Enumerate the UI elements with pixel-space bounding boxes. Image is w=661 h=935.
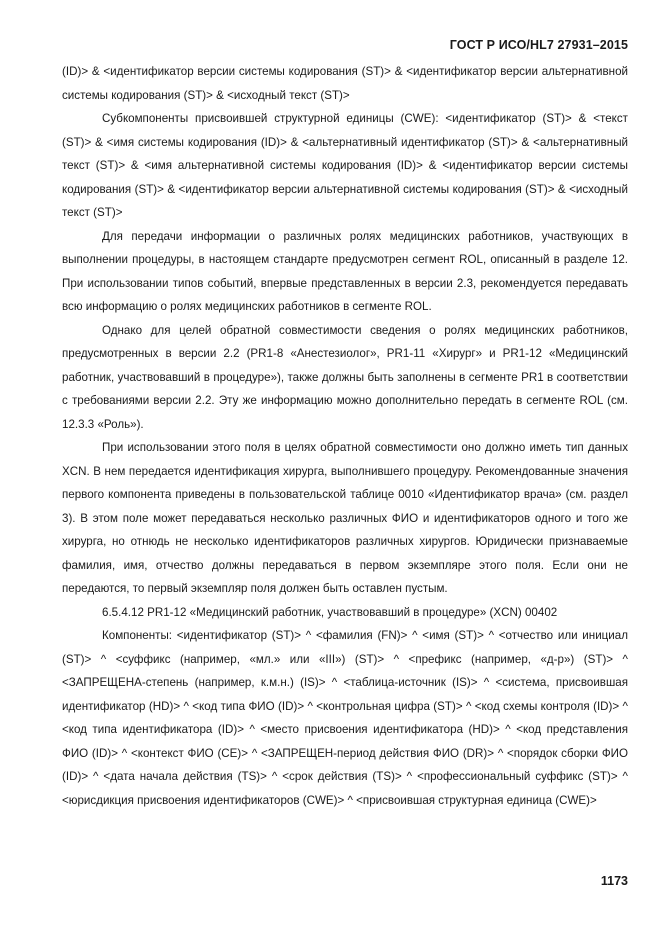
page-number: 1173	[600, 874, 628, 888]
paragraph-backward-compatibility: Однако для целей обратной совместимости сведения о ролях медицинских работников, предусмотренных в версии 2.2 (PR1-8 «Анестезиолог», PR1-11 «Хирург» и PR1-12 «Медицинский работник, участвовавший в процедуре»), также должны быть заполнены в сегменте PR1 в соответствии с требованиями версии 2.2. Эту же информацию можно дополнительно передать в сегменте ROL (см. 12.3.3 «Роль»).	[62, 323, 628, 431]
paragraph-components: Компоненты: <идентификатор (ST)> ^ <фамилия (FN)> ^ <имя (ST)> ^ <отчество или инициал (ST)> ^ <суффикс (например, «мл.» или «III») (ST)> ^ <префикс (например, «д-р») (ST)> ^ <ЗАПРЕЩЕНА-степень (например, к.м.н.) (IS)> ^ <таблица-источник (IS)> ^ <система, присвоившая идентификатор (HD)> ^ <код типа ФИО (ID)> ^ <контрольная цифра (ST)> ^ <код схемы контроля (ID)> ^ <код типа идентификатора (ID)> ^ <место присвоения идентификатора (HD)> ^ <код представления ФИО (ID)> ^ <контекст ФИО (CE)> ^ <ЗАПРЕЩЕН-период действия ФИО (DR)> ^ <порядок сборки ФИО (ID)> ^ <дата начала действия (TS)> ^ <срок действия (TS)> ^ <профессиональный суффикс (ST)> ^ <юрисдикция присвоения идентификаторов (CWE)> ^ <присвоившая структурная единица (CWE)>	[62, 629, 628, 807]
paragraph-cwe-subcomponents: Субкомпоненты присвоившей структурной единицы (CWE): <идентификатор (ST)> & <текст (ST)> & <имя системы кодирования (ID)> & <альтернативный идентификатор (ST)> & <альтернативный текст (ST)> & <имя альтернативной системы кодирования (ID)> & <идентификатор версии системы кодирования (ST)> & <идентификатор версии альтернативной системы кодирования (ST)> & <исходный текст (ST)>	[62, 112, 628, 219]
document-body	[62, 60, 628, 812]
paragraph-continuation: (ID)> & <идентификатор версии системы кодирования (ST)> & <идентификатор версии альтернативной системы кодирования (ST)> & <исходный текст (ST)>	[62, 65, 628, 102]
paragraph-xcn-usage: При использовании этого поля в целях обратной совместимости оно должно иметь тип данных XCN. В нем передается идентификация хирурга, выполнившего процедуру. Рекомендованные значения первого компонента приведены в пользовательской таблице 0010 «Идентификатор врача» (см. раздел 3). В этом поле может передаваться несколько различных ФИО и идентификаторов одного и того же хирурга, но отнюдь не несколько идентификаторов различных хирургов. Юридически признаваемые фамилия, имя, отчество должны передаваться в первом экземпляре этого поля. Если они не передаются, то первый экземпляр поля должен быть оставлен пустым.	[62, 441, 628, 595]
document-header: ГОСТ Р ИСО/HL7 27931–2015	[449, 38, 628, 52]
section-heading-6-5-4-12: 6.5.4.12 PR1-12 «Медицинский работник, участвовавший в процедуре» (XCN) 00402	[102, 605, 558, 619]
paragraph-rol-segment: Для передачи информации о различных ролях медицинских работников, участвующих в выполнении процедуры, в настоящем стандарте предусмотрен сегмент ROL, описанный в разделе 12. При использовании типов событий, впервые представленных в версии 2.3, рекомендуется передавать всю информацию о ролях медицинских работников в сегменте ROL.	[62, 229, 628, 313]
